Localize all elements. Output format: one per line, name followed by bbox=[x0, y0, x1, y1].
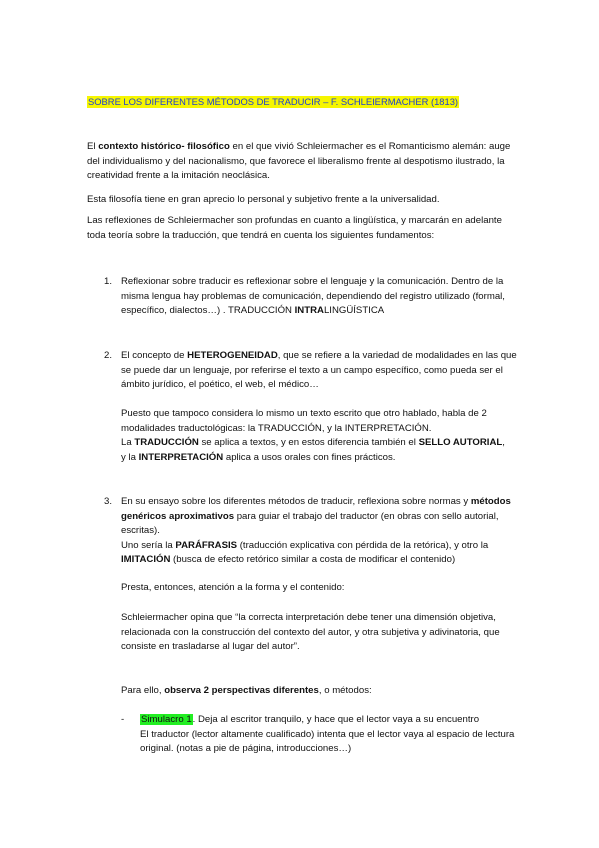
text: El concepto de bbox=[121, 350, 188, 361]
bold-text: INTERPRETACIÓN bbox=[138, 451, 224, 463]
paragraph-form-content: Presta, entonces, atención a la forma y el contenido: bbox=[121, 582, 345, 593]
text: , o métodos: bbox=[318, 685, 372, 696]
highlighted-text: Simulacro 1 bbox=[141, 714, 192, 725]
text: , bbox=[502, 437, 505, 448]
text: (traducción explicativa con pérdida de la retórica), y otro la bbox=[237, 539, 489, 551]
item-paragraph bbox=[121, 539, 521, 568]
item-paragraph bbox=[121, 436, 521, 451]
list-number: 3. bbox=[104, 496, 113, 507]
text: La bbox=[121, 437, 135, 448]
bold-text: contexto histórico- filosófico bbox=[98, 141, 230, 152]
text: (busca de efecto retórico similar a costa de modificar el contenido) bbox=[170, 554, 456, 565]
paragraph-quote: Schleiermacher opina que “la correcta interpretación debe tener una dimensión objetiva, relacionada con la construcción del contexto del autor, y otra subjetiva y adivinatoria, que consiste en trasladarse al lugar del autor”. bbox=[121, 612, 500, 652]
paragraph-perspectives bbox=[121, 684, 519, 699]
paragraph-reflections: Las reflexiones de Schleiermacher son profundas en cuanto a lingüística, y marcarán en adelante toda teoría sobre la traducción, que tendrá en cuenta los siguientes fundamentos: bbox=[87, 215, 502, 241]
item-paragraph bbox=[121, 495, 521, 539]
paragraph-context bbox=[87, 140, 519, 184]
item-paragraph bbox=[121, 451, 521, 466]
text: Para ello, bbox=[121, 685, 165, 696]
bold-text: PARÁFRASIS bbox=[175, 539, 238, 551]
text: En su ensayo sobre los diferentes métodos de traducir, reflexiona sobre normas y bbox=[121, 496, 471, 507]
bold-text: HETEROGENEIDAD bbox=[187, 350, 278, 361]
paragraph-philosophy: Esta filosofía tiene en gran aprecio lo personal y subjetivo frente a la universalidad. bbox=[87, 194, 440, 205]
text: en el que vivió Schleiermacher es el Romanticismo alemán: auge del individualismo y del nacionalismo, que favorece el liberalismo frente al despotismo ilustrado, la creatividad frente a la imitación neoclásica. bbox=[87, 141, 511, 181]
bold-text: métodos genéricos aproximativos bbox=[121, 496, 511, 522]
bullet-line: El traductor (lector altamente cualificado) intenta que el lector vaya al espacio de lectura original. (notas a pie de página, introducciones…) bbox=[140, 728, 515, 754]
list-item-text bbox=[121, 275, 521, 319]
bold-text: SELLO AUTORIAL bbox=[418, 437, 503, 448]
bullet-line bbox=[140, 713, 520, 728]
item-paragraph: Puesto que tampoco considera lo mismo un texto escrito que otro hablado, habla de 2 modalidades traductológicas: la TRADUCCIÓN, y la INTERPRETACIÓN. bbox=[121, 408, 487, 434]
bullet-dash: - bbox=[121, 714, 125, 725]
bold-text: observa 2 perspectivas diferentes bbox=[164, 685, 319, 696]
bold-text: IMITACIÓN bbox=[121, 554, 171, 565]
bullet-item-text bbox=[140, 713, 520, 757]
text: se aplica a textos, y en estos diferencia también el bbox=[198, 437, 419, 448]
list-item-text bbox=[121, 349, 521, 465]
text: y la bbox=[121, 451, 139, 463]
text: El bbox=[87, 141, 99, 152]
item-paragraph bbox=[121, 349, 521, 393]
text: aplica a usos orales con fines prácticos. bbox=[223, 451, 396, 463]
text: Reflexionar sobre traducir es reflexionar sobre el lenguaje y la comunicación. Dentro de la misma lengua hay problemas de comunicación, dependiendo del registro utilizado (formal, específico, dialectos…) . TRADUCCIÓN bbox=[121, 276, 505, 316]
text: LINGÜÍSTICA bbox=[323, 305, 385, 316]
bold-text: TRADUCCIÓN bbox=[134, 437, 199, 448]
list-number: 2. bbox=[104, 350, 113, 361]
list-item-text bbox=[121, 495, 521, 568]
document-title: SOBRE LOS DIFERENTES MÉTODOS DE TRADUCIR – F. SCHLEIERMACHER (1813) bbox=[88, 96, 459, 107]
text: . Deja al escritor tranquilo, y hace que el lector vaya a su encuentro bbox=[192, 714, 480, 725]
bold-text: INTRA bbox=[294, 305, 324, 316]
text: para guiar el trabajo del traductor (en obras con sello autorial, escritas). bbox=[121, 510, 499, 536]
text: Uno sería la bbox=[121, 539, 176, 551]
list-number: 1. bbox=[104, 276, 113, 287]
text: , que se refiere a la variedad de modalidades en las que se puede dar un lenguaje, por referirse el texto a un campo específico, como pueda ser el ámbito jurídico, el poético, el web, el médico… bbox=[121, 350, 517, 390]
